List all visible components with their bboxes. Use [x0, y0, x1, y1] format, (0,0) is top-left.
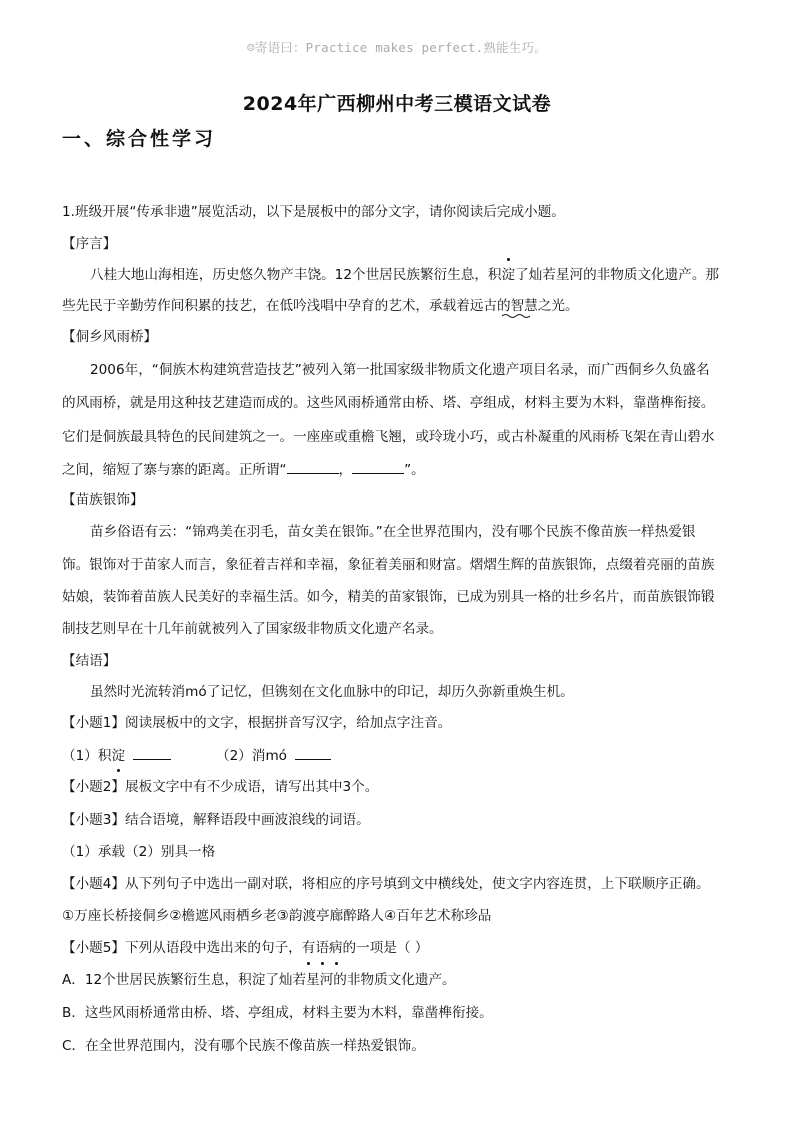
dotted-character: 淀 [501, 267, 516, 283]
preface-line-1-part-b: 了灿若星河的非物质文化遗产。那 [515, 267, 720, 283]
conclusion-line-1: 虽然时光流转消mó了记忆，但镌刻在文化血脉中的印记，却历久弥新重焕生机。 [90, 684, 574, 700]
subquestion-5-prompt [62, 938, 742, 958]
bridge-line-3: 它们是侗族最具特色的民间建筑之一。一座座或重檐飞翘，或玲珑小巧，或古朴凝重的风雨桥飞架在青山碧水 [62, 429, 715, 445]
silver-line-2: 饰。银饰对于苗家人而言，象征着吉祥和幸福，象征着美丽和财富。熠熠生辉的苗族银饰，点缀着亮丽的苗族 [62, 557, 715, 573]
preface-line-1-part-a: 八桂大地山海相连，历史悠久物产丰饶。12个世居民族繁衍生息，积 [90, 267, 502, 283]
wavy-underlined-word: 远古 [469, 298, 497, 314]
preface-line-1 [90, 265, 742, 285]
silver-line-1: 苗乡俗语有云：“锦鸡美在羽毛，苗女美在银饰。”在全世界范围内，没有哪个民族不像苗族一样热爱银 [90, 524, 696, 540]
watermark: ☺寄语曰：Practice makes perfect.熟能生巧。 [247, 40, 547, 55]
bridge-line-4-part-a: 之间，缩短了寨与寨的距离。正所谓“ [62, 462, 287, 478]
subquestion-4-prompt: 【小题4】从下列句子中选出一副对联，将相应的序号填到文中横线处，使文字内容连贯，上下联顺序正确。 [62, 876, 710, 892]
preface-heading: 【序言】 [62, 236, 117, 252]
option-c[interactable]: C．在全世界范围内，没有哪个民族不像苗族一样热爱银饰。 [62, 1038, 425, 1054]
silver-line-4: 制技艺则早在十几年前就被列入了国家级非物质文化遗产名录。 [62, 621, 443, 637]
answer-blank-1[interactable] [133, 745, 171, 760]
option-a[interactable]: A．12个世居民族繁衍生息，积淀了灿若星河的非物质文化遗产。 [62, 972, 456, 988]
couplet-blank-1[interactable] [287, 459, 339, 474]
subquestion-3-prompt: 【小题3】结合语境，解释语段中画波浪线的词语。 [62, 812, 370, 828]
bridge-line-4 [62, 459, 742, 480]
subquestion-1-prompt: 【小题1】阅读展板中的文字，根据拼音写汉字，给加点字注音。 [62, 715, 452, 731]
dotted-character: 淀 [111, 748, 126, 764]
item-1-label: （1）积 [62, 748, 112, 764]
dotted-phrase [302, 938, 343, 958]
subquestion-2-prompt: 【小题2】展板文字中有不少成语，请写出其中3个。 [62, 779, 379, 795]
wavy-underline-1 [502, 313, 530, 319]
silver-heading: 【苗族银饰】 [62, 492, 144, 508]
prompt-part-a: 【小题5】下列从语段中选出来的句子， [62, 940, 302, 956]
prompt-part-b: 的一项是（ ） [342, 940, 429, 956]
preface-line-2-part-a: 些先民于辛勤劳作间积累的技艺，在低吟浅唱中孕育的艺术，承载着 [62, 298, 470, 314]
subquestion-1-items [62, 745, 742, 766]
item-2-label: （2）消mó [216, 748, 288, 764]
bridge-line-2: 的风雨桥，就是用这种技艺建造而成的。这些风雨桥通常由桥、塔、亭组成，材料主要为木料，靠凿榫衔接。 [62, 395, 715, 411]
silver-line-3: 姑娘，装饰着苗族人民美好的幸福生活。如今，精美的苗家银饰，已成为别具一格的壮乡名片，而苗族银饰锻 [62, 589, 715, 605]
section-heading: 一、综合性学习 [62, 128, 217, 150]
page-title: 2024年广西柳州中考三模语文试卷 [242, 93, 552, 115]
question-intro: 1.班级开展“传承非遗”展览活动，以下是展板中的部分文字，请你阅读后完成小题。 [62, 204, 565, 220]
subquestion-4-options: ①万座长桥接侗乡②檐遮风雨栖乡老③韵渡亭廊醉路人④百年艺术称珍品 [62, 908, 492, 924]
conclusion-heading: 【结语】 [62, 653, 117, 669]
couplet-blank-2[interactable] [352, 459, 404, 474]
answer-blank-2[interactable] [295, 745, 331, 760]
bridge-heading: 【侗乡风雨桥】 [62, 329, 158, 345]
bridge-line-1: 2006年，“侗族木构建筑营造技艺”被列入第一批国家级非物质文化遗产项目名录，而广西侗乡久负盛名 [90, 362, 710, 378]
bridge-line-4-part-b: ， [338, 462, 353, 478]
preface-line-2 [62, 296, 742, 316]
dotted-phrase-text: 有语病 [301, 940, 343, 956]
subquestion-3-items: （1）承载（2）别具一格 [62, 844, 216, 860]
bridge-line-4-part-c: ”。 [404, 462, 425, 478]
option-b[interactable]: B．这些风雨桥通常由桥、塔、亭组成，材料主要为木料，靠凿榫衔接。 [62, 1005, 493, 1021]
preface-line-2-part-b: 的智慧之光。 [497, 298, 579, 314]
